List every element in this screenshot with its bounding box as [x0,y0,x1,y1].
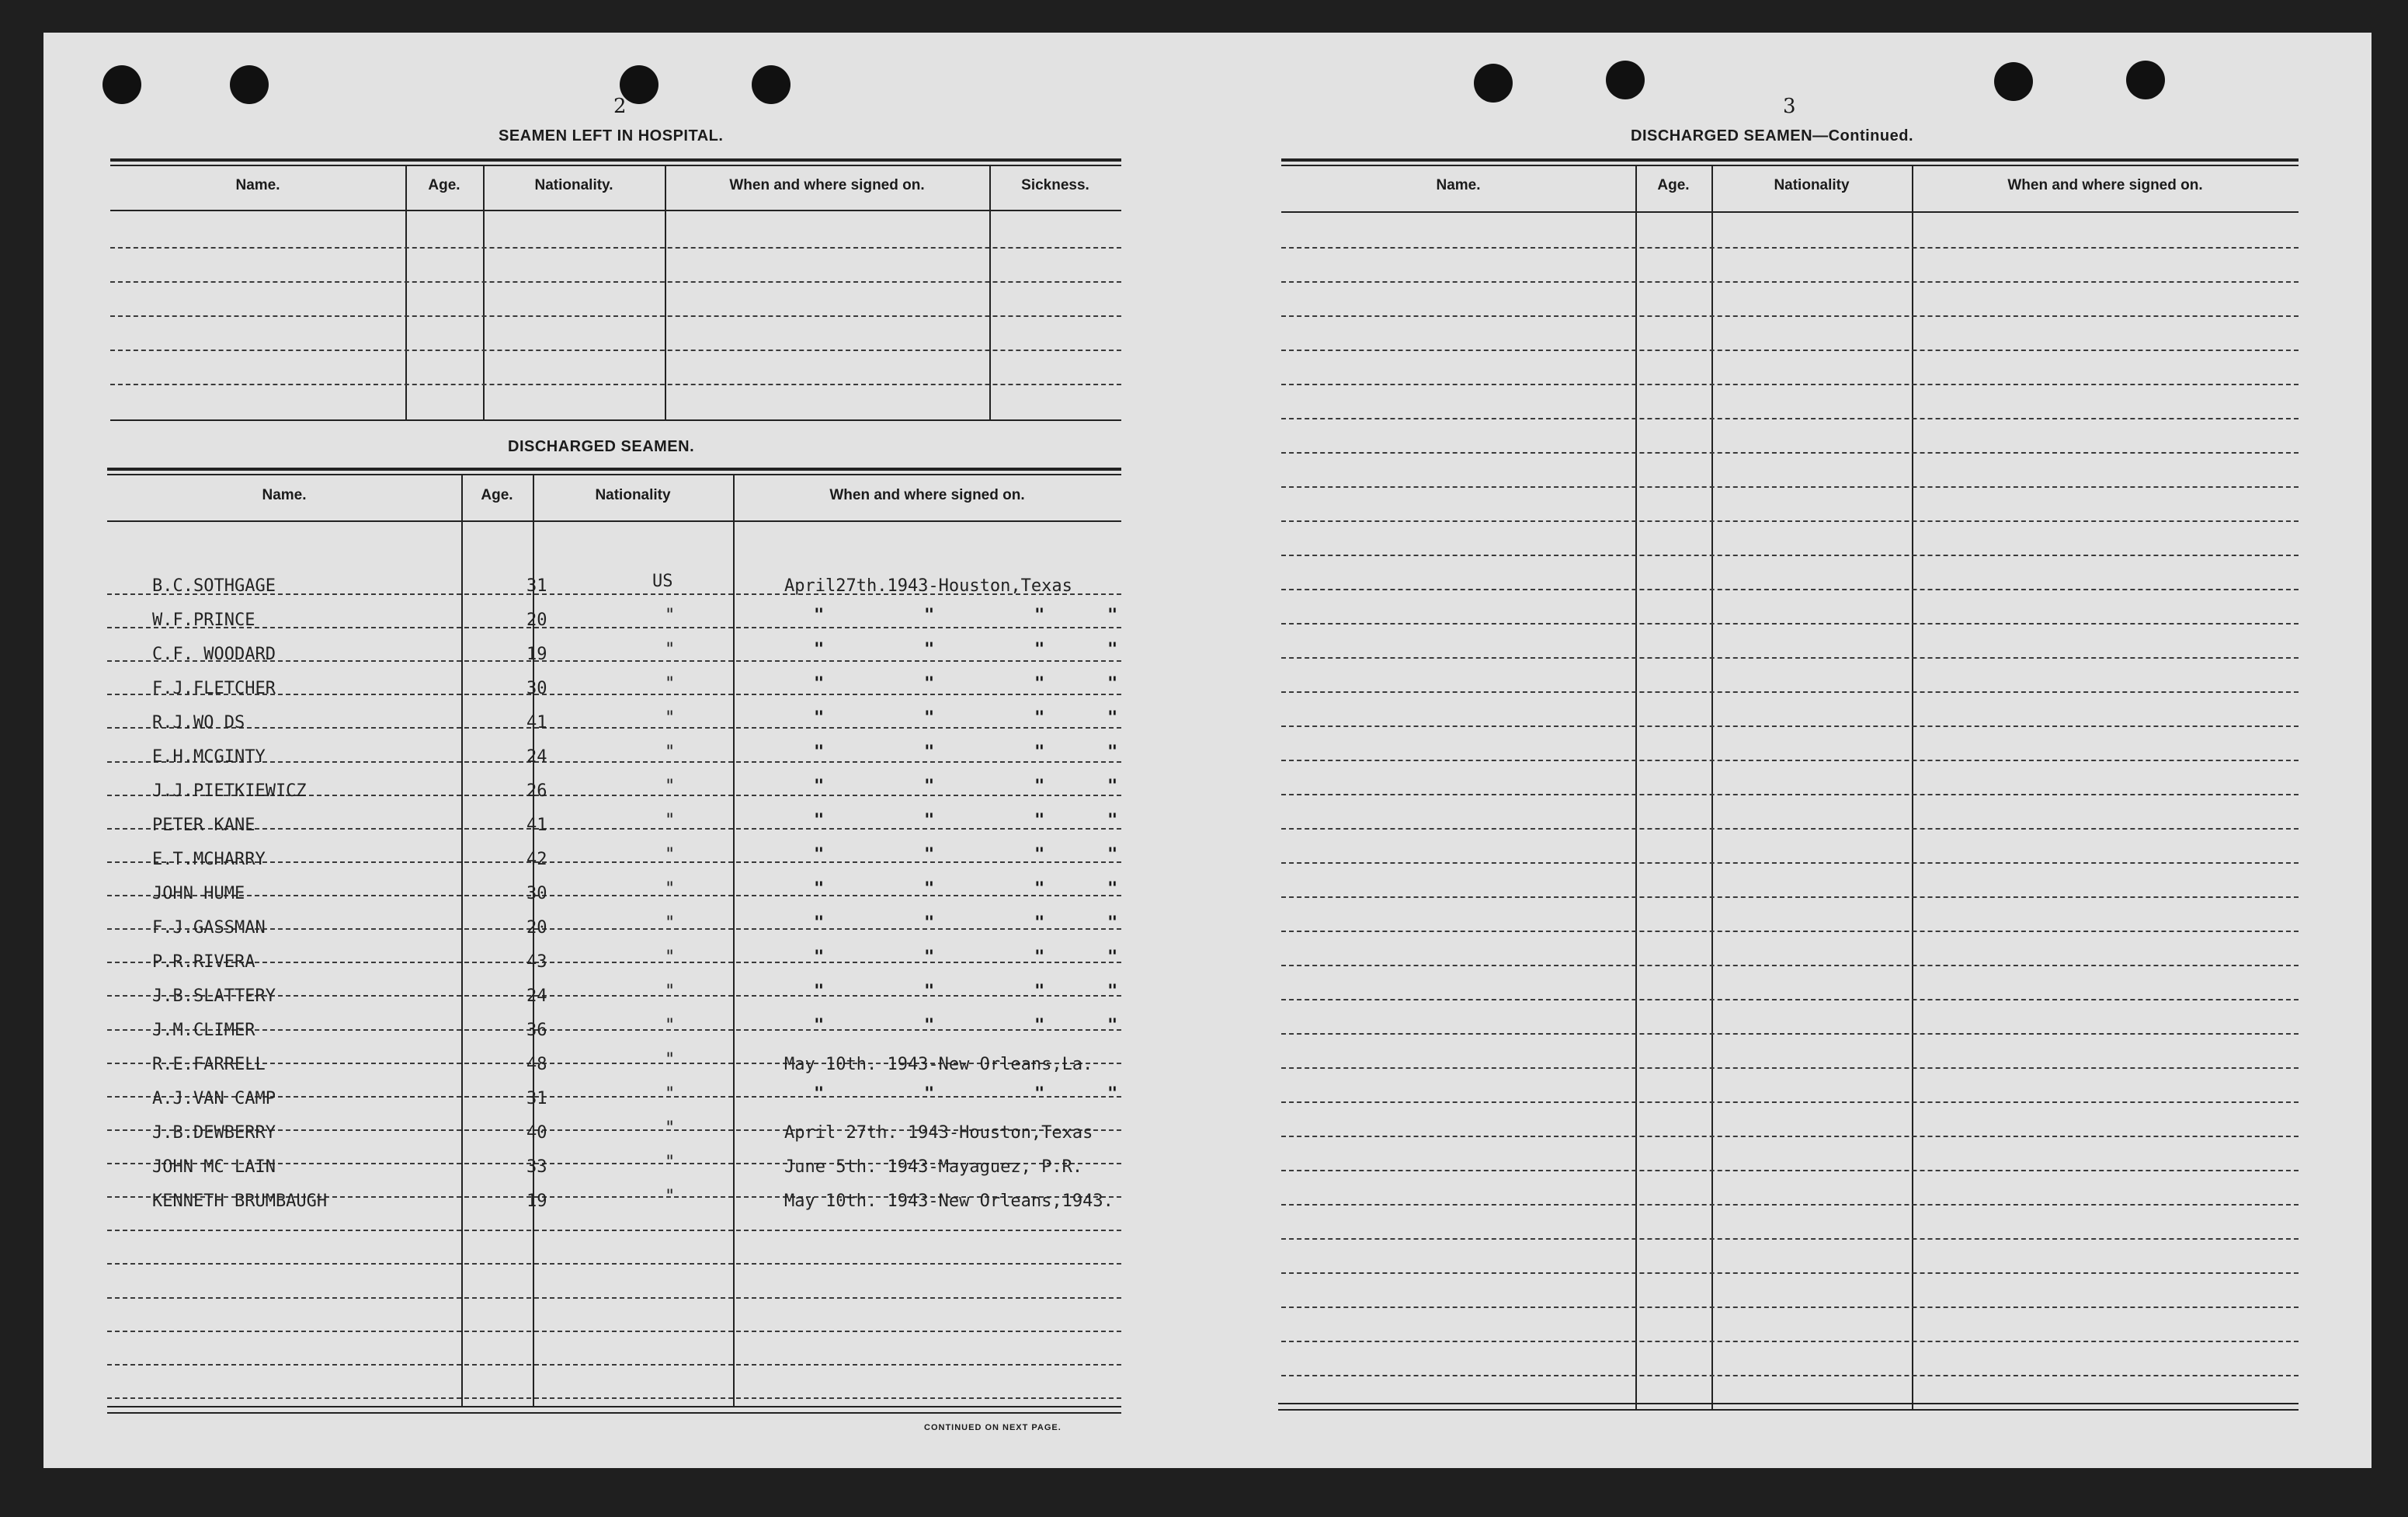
page-number: 3 [1783,95,1796,118]
discharged-section-title: DISCHARGED SEAMEN. [508,438,695,455]
seaman-nationality: " [665,811,676,830]
ditto-mark: " [1034,640,1045,659]
seaman-age: 30 [526,679,547,698]
ruled-line [1281,486,2299,488]
ruled-line [110,247,1121,249]
seaman-nationality: " [665,640,676,659]
ruled-line [1281,760,2299,761]
seaman-age: 36 [526,1021,547,1040]
seaman-nationality: " [665,1153,676,1172]
table-rule [107,1406,1121,1407]
seaman-nationality: " [665,777,676,796]
ditto-mark: " [1034,674,1045,694]
ditto-mark: " [1034,1084,1045,1104]
seaman-age: 19 [526,1192,547,1211]
column-header-name: Name. [1436,177,1481,193]
seaman-age: 31 [526,1089,547,1108]
column-header-signed-on: When and where signed on. [729,177,925,193]
ditto-mark: " [814,606,825,625]
ruled-line [107,1364,1121,1366]
ditto-mark: " [1034,606,1045,625]
continued-section-title: DISCHARGED SEAMEN—Continued. [1631,127,1913,144]
ditto-mark: " [924,1016,935,1035]
table-rule [107,520,1121,522]
ditto-mark: " [924,640,935,659]
seaman-age: 31 [526,576,547,596]
ruled-line [1281,999,2299,1000]
table-rule [1278,1409,2299,1411]
ditto-mark: " [924,811,935,830]
document-sheet [43,33,2372,1468]
ruled-line [1281,1341,2299,1342]
ditto-mark: " [1107,640,1118,659]
column-divider [989,165,991,421]
ditto-mark: " [1107,708,1118,728]
ditto-mark: " [814,743,825,762]
ditto-mark: " [1107,879,1118,899]
seaman-nationality: " [665,879,676,899]
ditto-mark: " [814,1084,825,1104]
ditto-mark: " [1034,948,1045,967]
seaman-nationality: " [665,743,676,762]
column-divider [1635,165,1637,1409]
ruled-line [1281,862,2299,864]
seaman-name: J.M.CLIMER [152,1021,255,1040]
ditto-mark: " [1034,845,1045,865]
punch-hole [230,65,269,104]
table-rule [107,468,1121,471]
seaman-name: W.F.PRINCE [152,611,255,630]
seaman-nationality: " [665,913,676,933]
ruled-line [1281,623,2299,625]
column-header-age: Age. [1657,177,1690,193]
continued-note: CONTINUED ON NEXT PAGE. [924,1423,1062,1432]
ditto-mark: " [1107,982,1118,1001]
punch-hole [2126,61,2165,99]
seaman-age: 33 [526,1157,547,1177]
table-rule [1281,211,2299,213]
ditto-mark: " [924,948,935,967]
ruled-line [1281,555,2299,556]
punch-hole [752,65,791,104]
seaman-age: 40 [526,1123,547,1143]
seaman-nationality: " [665,606,676,625]
column-divider [1711,165,1713,1409]
seaman-name: E.H.MCGINTY [152,747,266,767]
seaman-nationality: " [665,674,676,694]
ruled-line [1281,896,2299,898]
seaman-name: F.J.GASSMAN [152,918,266,938]
ditto-mark: " [924,743,935,762]
seaman-name: R.J.WO DS [152,713,245,732]
column-header-signed-on: When and where signed on. [829,487,1025,503]
signed-on-entry: May 10th. 1943-New Orleans,1943. [784,1192,1114,1211]
ditto-mark: " [1034,913,1045,933]
ruled-line [1281,1375,2299,1376]
column-header-nationality: Nationality [595,487,671,503]
ditto-mark: " [814,1016,825,1035]
ruled-line [1281,1101,2299,1103]
ruled-line [110,315,1121,317]
ditto-mark: " [924,606,935,625]
ruled-line [107,962,1121,963]
ruled-line [1281,691,2299,693]
ruled-line [1281,1204,2299,1206]
ruled-line [1281,589,2299,590]
ditto-mark: " [924,1084,935,1104]
ruled-line [1281,657,2299,659]
ditto-mark: " [1107,777,1118,796]
table-rule [110,158,1121,162]
seaman-nationality: " [665,1050,676,1070]
ruled-line [107,727,1121,729]
table-rule [110,165,1121,166]
ruled-line [1281,794,2299,795]
seaman-name: B.C.SOTHGAGE [152,576,276,596]
ruled-line [107,1263,1121,1265]
ruled-line [1281,1136,2299,1137]
table-rule [1278,1403,2299,1404]
ruled-line [107,828,1121,830]
ruled-line [107,1029,1121,1031]
ditto-mark: " [924,913,935,933]
ditto-mark: " [814,640,825,659]
seaman-nationality: US [652,572,673,591]
ruled-line [1281,1238,2299,1240]
ditto-mark: " [1107,948,1118,967]
seaman-age: 43 [526,952,547,972]
seaman-age: 26 [526,781,547,801]
ditto-mark: " [814,845,825,865]
page-number: 2 [613,95,627,118]
seaman-name: P.R.RIVERA [152,952,255,972]
ditto-mark: " [924,982,935,1001]
column-divider [665,165,666,421]
ditto-mark: " [1034,1016,1045,1035]
column-divider [461,474,463,1406]
seaman-nationality: " [665,948,676,967]
ruled-line [107,627,1121,628]
seaman-age: 19 [526,645,547,664]
ruled-line [1281,1306,2299,1308]
ruled-line [107,1230,1121,1231]
ruled-line [1281,350,2299,351]
ditto-mark: " [1107,743,1118,762]
column-header-sickness: Sickness. [1021,177,1089,193]
seaman-nationality: " [665,1084,676,1104]
ditto-mark: " [1034,743,1045,762]
seaman-age: 41 [526,816,547,835]
seaman-name: R.E.FARRELL [152,1055,266,1074]
column-divider [1912,165,1913,1409]
column-header-age: Age. [428,177,460,193]
ditto-mark: " [814,777,825,796]
ruled-line [1281,1067,2299,1069]
ditto-mark: " [924,879,935,899]
seaman-age: 24 [526,747,547,767]
table-rule [110,419,1121,421]
seaman-name: F.J.FLETCHER [152,679,276,698]
ruled-line [110,384,1121,385]
ruled-line [1281,452,2299,454]
seaman-name: A.J.VAN CAMP [152,1089,276,1108]
punch-hole [1994,62,2033,101]
table-rule [1281,165,2299,166]
seaman-name: J.J.PIETKIEWICZ [152,781,307,801]
seaman-nationality: " [665,708,676,728]
ditto-mark: " [814,948,825,967]
seaman-age: 48 [526,1055,547,1074]
column-header-signed-on: When and where signed on. [2007,177,2203,193]
punch-hole [1474,64,1513,103]
seaman-nationality: " [665,845,676,865]
ruled-line [107,1397,1121,1399]
ruled-line [1281,281,2299,283]
seaman-nationality: " [665,1119,676,1138]
ruled-line [1281,1170,2299,1171]
seaman-name: C.F. WOODARD [152,645,276,664]
column-header-nationality: Nationality. [534,177,613,193]
hospital-section-title: SEAMEN LEFT IN HOSPITAL. [499,127,724,144]
ditto-mark: " [924,845,935,865]
seaman-nationality: " [665,982,676,1001]
ditto-mark: " [1107,606,1118,625]
seaman-age: 30 [526,884,547,903]
ditto-mark: " [1107,1084,1118,1104]
seaman-name: KENNETH BRUMBAUGH [152,1192,328,1211]
ditto-mark: " [1034,879,1045,899]
ditto-mark: " [1107,811,1118,830]
ruled-line [110,281,1121,283]
ruled-line [1281,1272,2299,1274]
ditto-mark: " [924,777,935,796]
ditto-mark: " [924,674,935,694]
ditto-mark: " [814,982,825,1001]
ruled-line [1281,1033,2299,1035]
ruled-line [1281,965,2299,966]
ruled-line [1281,725,2299,727]
ruled-line [1281,931,2299,932]
signed-on-entry: May 10th. 1943-New Orleans,La. [784,1055,1093,1074]
ditto-mark: " [814,674,825,694]
ditto-mark: " [1107,674,1118,694]
seaman-age: 24 [526,986,547,1006]
column-header-name: Name. [262,487,307,503]
ruled-line [1281,520,2299,522]
ditto-mark: " [814,708,825,728]
seaman-name: J.B.SLATTERY [152,986,276,1006]
table-rule [107,1412,1121,1414]
seaman-age: 42 [526,850,547,869]
punch-hole [103,65,141,104]
ditto-mark: " [814,811,825,830]
seaman-name: J.B.DEWBERRY [152,1123,276,1143]
signed-on-entry: April 27th. 1943-Houston,Texas [784,1123,1093,1143]
ditto-mark: " [1107,1016,1118,1035]
table-rule [110,210,1121,211]
ditto-mark: " [1034,708,1045,728]
punch-hole [1606,61,1645,99]
seaman-name: PETER KANE [152,816,255,835]
signed-on-entry: April27th.1943-Houston,Texas [784,576,1072,596]
seaman-name: JOHN HUME [152,884,245,903]
seaman-age: 41 [526,713,547,732]
ruled-line [107,895,1121,896]
column-divider [733,474,735,1406]
column-divider [483,165,485,421]
ruled-line [1281,828,2299,830]
seaman-name: JOHN MC LAIN [152,1157,276,1177]
ruled-line [107,1297,1121,1299]
ditto-mark: " [924,708,935,728]
ruled-line [1281,247,2299,249]
seaman-age: 20 [526,611,547,630]
table-rule [107,474,1121,475]
ditto-mark: " [1107,845,1118,865]
table-rule [1281,158,2299,162]
column-header-nationality: Nationality [1774,177,1850,193]
ruled-line [110,350,1121,351]
ditto-mark: " [1034,982,1045,1001]
ditto-mark: " [814,879,825,899]
seaman-nationality: " [665,1016,676,1035]
column-header-name: Name. [235,177,280,193]
ditto-mark: " [1034,777,1045,796]
ruled-line [1281,315,2299,317]
ruled-line [1281,418,2299,419]
ruled-line [1281,384,2299,385]
ditto-mark: " [1034,811,1045,830]
seaman-name: E.T.MCHARRY [152,850,266,869]
column-header-age: Age. [481,487,513,503]
ditto-mark: " [1107,913,1118,933]
seaman-age: 20 [526,918,547,938]
seaman-nationality: " [665,1187,676,1206]
column-divider [405,165,407,421]
ruled-line [107,1331,1121,1332]
ditto-mark: " [814,913,825,933]
signed-on-entry: June 5th. 1943-Mayaguez, P.R. [784,1157,1083,1177]
